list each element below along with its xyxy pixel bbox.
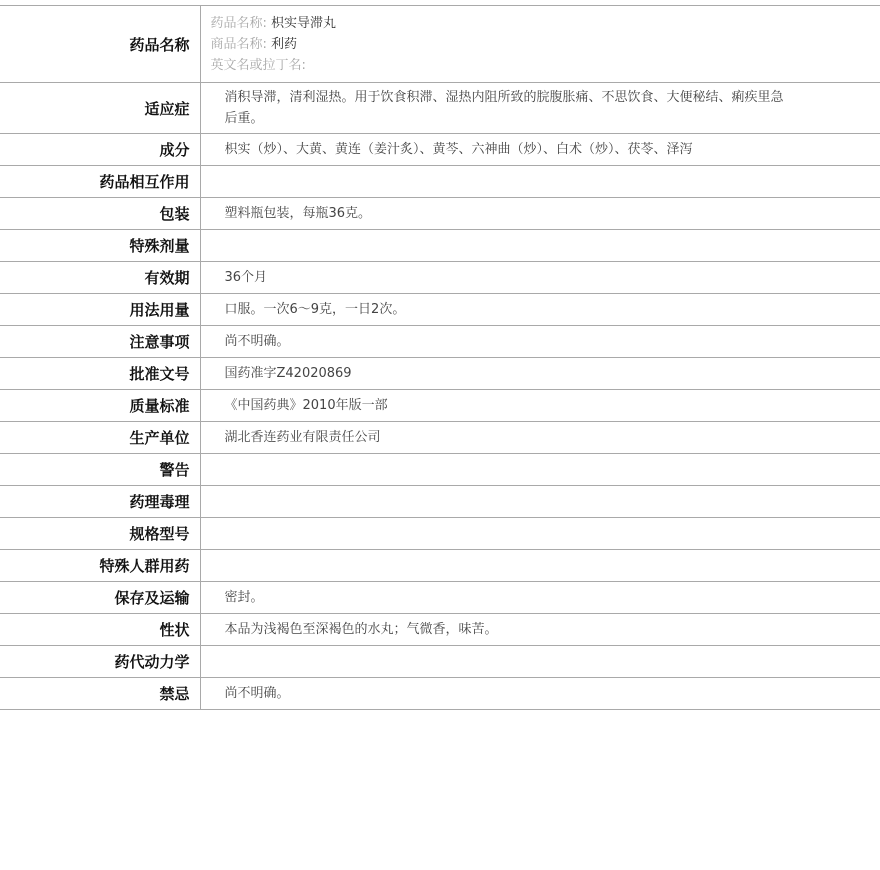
spec-row-ingredients [0, 134, 880, 166]
trade-name-key: 商品名称: [210, 36, 267, 52]
row-label: 注意事项 [0, 326, 200, 358]
spec-row-specification [0, 518, 880, 550]
row-value: 《中国药典》2010年版一部 [200, 390, 880, 422]
spec-row-special-populations [0, 550, 880, 582]
row-label: 药品名称 [0, 6, 200, 83]
spec-row-pharmacology-toxicology [0, 486, 880, 518]
row-value [200, 486, 880, 518]
row-value [200, 166, 880, 198]
drug-spec-table [0, 5, 880, 710]
drug-name-block [200, 6, 880, 83]
spec-row-indications [0, 83, 880, 134]
row-value: 尚不明确。 [200, 678, 880, 710]
row-label: 生产单位 [0, 422, 200, 454]
row-label: 包装 [0, 198, 200, 230]
row-label: 质量标准 [0, 390, 200, 422]
row-value: 湖北香连药业有限责任公司 [200, 422, 880, 454]
row-value: 本品为浅褐色至深褐色的水丸；气微香，味苦。 [200, 614, 880, 646]
spec-row-precautions [0, 326, 880, 358]
spec-row-storage-transport [0, 582, 880, 614]
spec-row-approval-number [0, 358, 880, 390]
trade-name-line [211, 34, 791, 55]
generic-name-value: 枳实导滞丸 [271, 15, 337, 31]
row-value: 密封。 [200, 582, 880, 614]
spec-row-shelf-life [0, 262, 880, 294]
spec-row-quality-standard [0, 390, 880, 422]
row-label: 药品相互作用 [0, 166, 200, 198]
row-label: 特殊剂量 [0, 230, 200, 262]
row-value: 消积导滞，清利湿热。用于饮食积滞、湿热内阻所致的脘腹胀痛、不思饮食、大便秘结、痢疾里急后重。 [200, 83, 880, 134]
row-label: 适应症 [0, 83, 200, 134]
spec-row-interactions [0, 166, 880, 198]
row-label: 保存及运输 [0, 582, 200, 614]
spec-row-contraindications [0, 678, 880, 710]
spec-row-special-dosage [0, 230, 880, 262]
spec-row-warning [0, 454, 880, 486]
row-value [200, 230, 880, 262]
spec-row-usage-dosage [0, 294, 880, 326]
row-label: 成分 [0, 134, 200, 166]
row-label: 批准文号 [0, 358, 200, 390]
trade-name-value: 利药 [271, 36, 298, 52]
row-value: 36个月 [200, 262, 880, 294]
row-label: 禁忌 [0, 678, 200, 710]
spec-row-manufacturer [0, 422, 880, 454]
row-value [200, 454, 880, 486]
row-label: 特殊人群用药 [0, 550, 200, 582]
row-label: 警告 [0, 454, 200, 486]
row-value: 枳实（炒）、大黄、黄连（姜汁炙）、黄芩、六神曲（炒）、白术（炒）、茯苓、泽泻 [200, 134, 880, 166]
generic-name-key: 药品名称: [210, 15, 267, 31]
row-label: 性状 [0, 614, 200, 646]
row-value [200, 550, 880, 582]
spec-row-pharmacokinetics [0, 646, 880, 678]
spec-row-packaging [0, 198, 880, 230]
row-value: 尚不明确。 [200, 326, 880, 358]
row-value [200, 518, 880, 550]
row-label: 药理毒理 [0, 486, 200, 518]
row-value: 口服。一次6～9克，一日2次。 [200, 294, 880, 326]
english-name-key: 英文名或拉丁名: [210, 57, 306, 73]
row-label: 有效期 [0, 262, 200, 294]
row-label: 规格型号 [0, 518, 200, 550]
row-label: 药代动力学 [0, 646, 200, 678]
spec-row-drug-name [0, 6, 880, 83]
row-value: 塑料瓶包装，每瓶36克。 [200, 198, 880, 230]
generic-name-line [211, 13, 791, 34]
row-label: 用法用量 [0, 294, 200, 326]
english-name-line [211, 55, 791, 76]
spec-row-description [0, 614, 880, 646]
row-value [200, 646, 880, 678]
row-value: 国药准字Z42020869 [200, 358, 880, 390]
